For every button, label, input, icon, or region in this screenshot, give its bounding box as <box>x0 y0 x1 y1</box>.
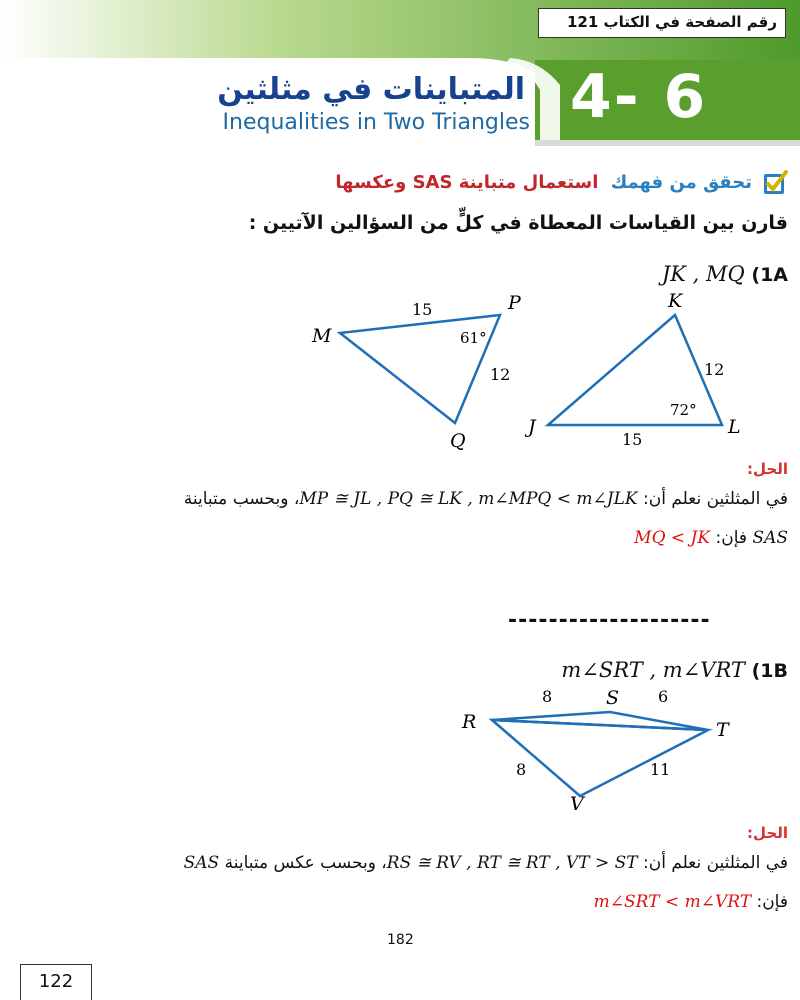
question-1b-label: (1B <box>751 660 788 682</box>
solution-1a-label: الحل: <box>747 460 788 478</box>
solution-1b-line1 <box>184 853 788 873</box>
check-understanding-heading <box>335 172 752 193</box>
figure-1a <box>300 285 760 455</box>
solution-1a-therefore: فإن: <box>715 528 748 548</box>
solution-1b-givens: RS ≅ RV , RT ≅ RT , VT > ST <box>386 853 638 873</box>
book-page-reference: رقم الصفحة في الكتاب 121 <box>538 8 786 38</box>
vertex-r: R <box>462 711 477 733</box>
page-number: 182 <box>387 932 414 948</box>
solution-1b-intro: في المثلثين نعلم أن: <box>642 853 788 873</box>
triangle-rtv <box>492 720 708 796</box>
instruction-text: قارن بين القياسات المعطاة في كلٍّ من السؤالين الآتيين : <box>248 212 788 234</box>
vertex-m: M <box>312 325 332 347</box>
solution-1b-reason: ، وبحسب عكس متباينة <box>224 853 387 873</box>
angle-p-label: 61° <box>460 329 487 347</box>
figure-1b <box>440 682 740 812</box>
solution-1b-line2 <box>594 892 788 912</box>
book-page-box: 122 <box>20 964 92 1000</box>
side-mp-label: 15 <box>412 300 433 319</box>
vertex-k: K <box>668 290 683 312</box>
solution-1a-result: MQ < JK <box>634 528 711 548</box>
angle-l-label: 72° <box>670 401 697 419</box>
question-1a-label: (1A <box>751 264 788 286</box>
solution-1a-givens: MP ≅ JL , PQ ≅ LK , m∠MPQ < m∠JLK <box>299 489 638 509</box>
question-1a <box>662 262 788 286</box>
side-jl-label: 15 <box>622 430 643 449</box>
solution-1a-sas: SAS <box>752 528 788 548</box>
side-rs-label: 8 <box>542 687 553 706</box>
solution-1a-line1 <box>184 489 788 509</box>
question-1b-expression: m∠SRT , m∠VRT <box>561 658 745 682</box>
section-divider: -------------------- <box>508 608 711 633</box>
side-rv-label: 8 <box>516 760 527 779</box>
solution-1a-reason: ، وبحسب متباينة <box>183 489 300 509</box>
side-st-label: 6 <box>658 687 669 706</box>
solution-1b-label: الحل: <box>747 824 788 842</box>
question-1a-expression: JK , MQ <box>661 262 745 286</box>
vertex-q: Q <box>450 430 466 452</box>
lesson-number: 4- 6 <box>570 62 708 132</box>
vertex-v: V <box>570 793 584 812</box>
solution-1b-result: m∠SRT < m∠VRT <box>593 892 752 912</box>
vertex-p: P <box>508 292 521 314</box>
check-heading-topic: استعمال متباينة SAS وعكسها <box>335 172 599 193</box>
vertex-j: J <box>528 416 536 438</box>
solution-1a-intro: في المثلثين نعلم أن: <box>642 489 788 509</box>
vertex-l: L <box>728 416 741 438</box>
vertex-t: T <box>716 719 729 741</box>
side-vt-label: 11 <box>650 760 671 779</box>
solution-1b-sas: SAS <box>183 853 220 873</box>
solution-1a-line2 <box>634 528 788 548</box>
lesson-title-english: Inequalities in Two Triangles <box>222 110 530 135</box>
side-kl-label: 12 <box>704 360 725 379</box>
checkbox-icon <box>762 170 788 196</box>
lesson-title-arabic: المتباينات في مثلثين <box>217 72 525 107</box>
side-pq-label: 12 <box>490 365 511 384</box>
check-heading-title: تحقق من فهمك <box>610 172 752 193</box>
question-1b <box>561 658 788 682</box>
solution-1b-therefore: فإن: <box>756 892 788 912</box>
vertex-s: S <box>606 687 620 709</box>
